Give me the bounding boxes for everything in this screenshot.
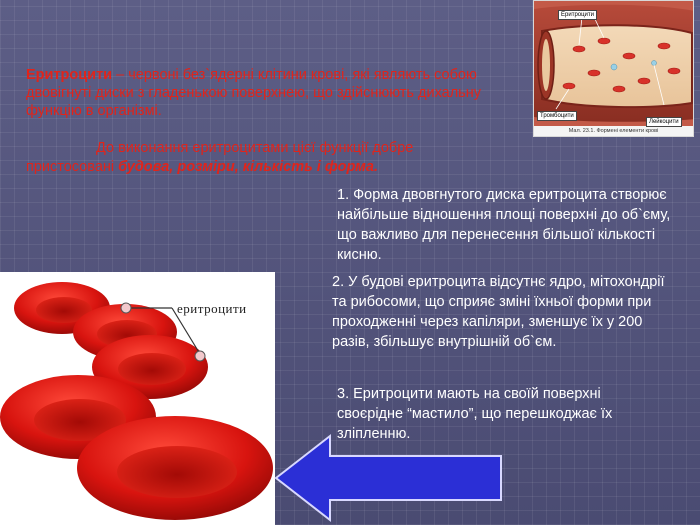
- pointer-dot-2: [195, 351, 205, 361]
- back-button[interactable]: [272, 432, 505, 524]
- adaptation-emphasis: будова, розміри, кількість і форма.: [118, 159, 379, 175]
- blood-cells-figure: [533, 0, 694, 137]
- pointer-dot-1: [121, 303, 131, 313]
- term-erythrocytes: Еритроцити: [26, 67, 113, 83]
- term-definition: – червоні без`ядерні клітини крові, які являють собою двовігнуті диски з гладенькою поверхнею, що здійснюють дихальну функцію в організмі.: [26, 67, 481, 119]
- adaptation-lead: До виконання еритроцитами цієї функції добре пристосовані: [26, 140, 414, 175]
- point-shape: 1. Форма двовгнутого диска еритроцита створює найбільше відношення площі поверхні до об`єму, що важливо для перенесення більшої кількості кисню.: [337, 187, 671, 263]
- point-surface: 3. Еритроцити мають на своїй поверхні своєрідне “мастило”, що перешкоджає їх зліпленню.: [337, 386, 613, 442]
- erythrocytes-figure: [0, 272, 275, 525]
- intro-paragraph: [26, 66, 526, 120]
- leukocytes-tag: Лейкоцити: [646, 117, 682, 127]
- thrombocytes-tag: Тромбоцити: [537, 111, 577, 121]
- erythrocytes-label: еритроцити: [177, 301, 247, 316]
- arrow-left-icon[interactable]: [276, 436, 501, 520]
- adaptation-paragraph: [26, 139, 496, 177]
- erythrocytes-tag: Еритроцити: [558, 10, 597, 20]
- point-structure: 2. У будові еритроцита відсутнє ядро, мітохондрії та рибосоми, що сприяє зміні їхньої форми при проходженні через капіляри, зменшує їх у 200 разів, збільшує внутрішній об`єм.: [332, 274, 665, 350]
- cell-5: [77, 416, 273, 520]
- figure-caption: Мал. 23.1. Формені елементи крові: [568, 128, 659, 134]
